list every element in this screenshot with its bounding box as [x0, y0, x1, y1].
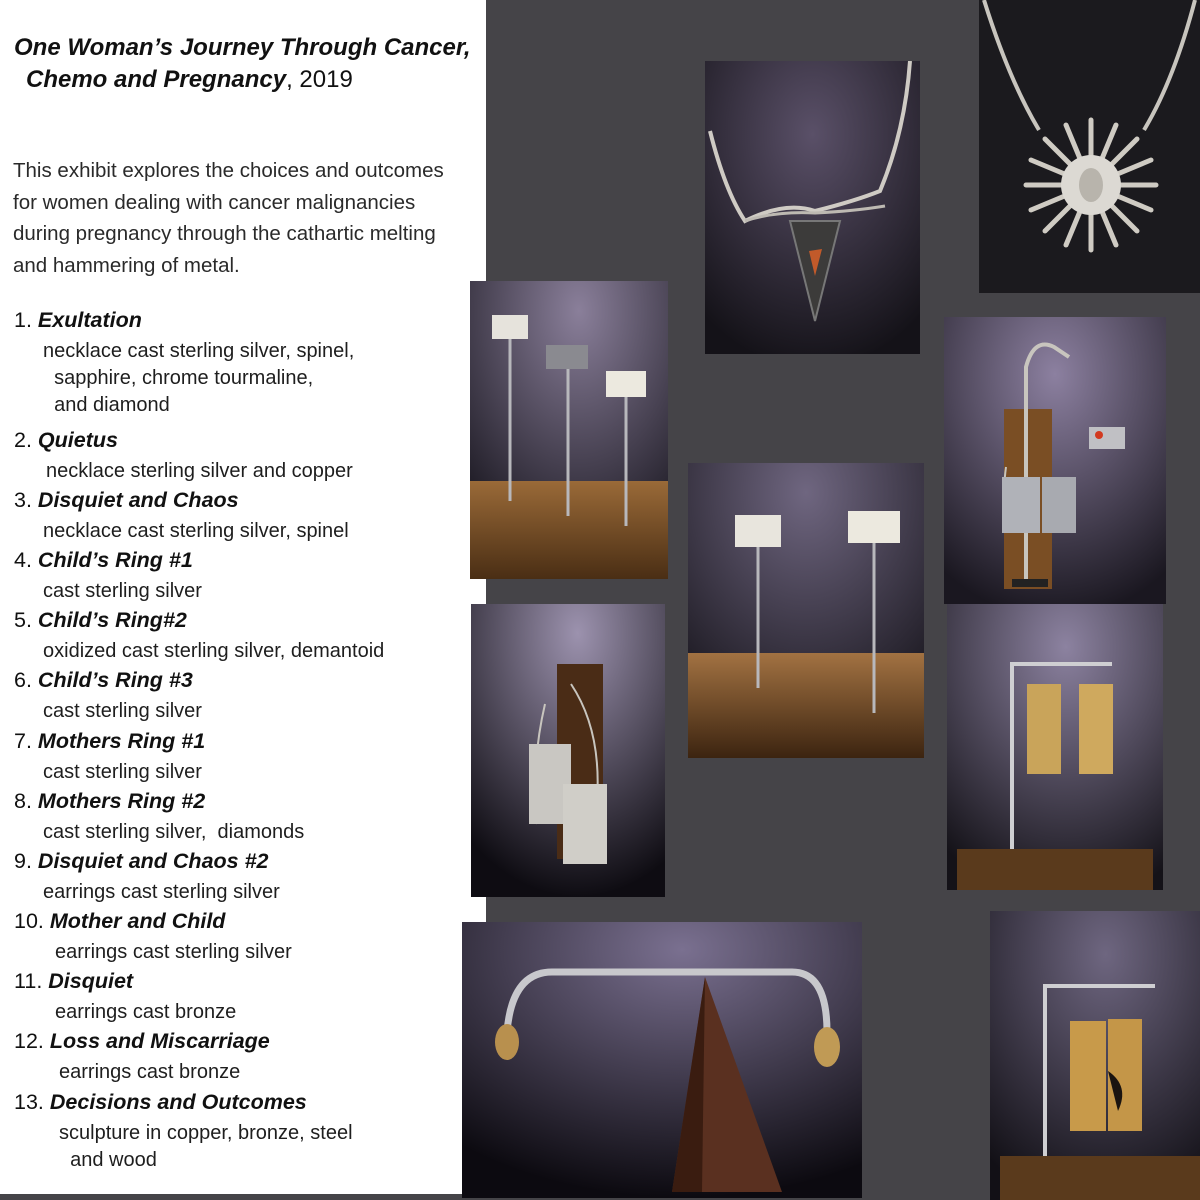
- item-description: sapphire, chrome tourmaline,: [43, 367, 314, 389]
- item-number: 10.: [14, 909, 44, 933]
- item-description: earrings cast sterling silver: [55, 941, 292, 963]
- item-description: cast sterling silver, diamonds: [43, 821, 305, 843]
- text-panel: [0, 0, 486, 1194]
- item-description: sculpture in copper, bronze, steel: [59, 1122, 353, 1144]
- title-line-1: One Woman’s Journey Through Cancer,: [14, 34, 471, 61]
- item-number: 13.: [14, 1090, 44, 1114]
- item-description: oxidized cast sterling silver, demantoid: [43, 640, 385, 662]
- photo-three-rings: [470, 281, 668, 579]
- title-year: , 2019: [286, 66, 353, 93]
- item-description: cast sterling silver: [43, 580, 202, 602]
- item-title: Mothers Ring #1: [37, 729, 206, 753]
- item-number: 4.: [14, 548, 32, 572]
- item-description: earrings cast bronze: [55, 1001, 237, 1023]
- item-description: earrings cast bronze: [59, 1061, 241, 1083]
- title-line-2: Chemo and Pregnancy: [26, 66, 287, 93]
- item-title: Decisions and Outcomes: [49, 1090, 307, 1114]
- list-item: [14, 606, 187, 634]
- item-description: and diamond: [43, 394, 170, 416]
- item-number: 1.: [14, 308, 32, 332]
- list-item: [14, 546, 193, 574]
- list-item: [14, 486, 239, 514]
- item-description: cast sterling silver: [43, 700, 202, 722]
- intro-paragraph: This exhibit explores the choices and outcomes for women dealing with cancer malignancies during pregnancy through the cathartic melting and hammering of metal.: [13, 159, 444, 277]
- photo-ring-sculpture: [944, 317, 1166, 604]
- item-description: necklace sterling silver and copper: [46, 460, 353, 482]
- photo-decisions-sculpture: [462, 922, 862, 1198]
- item-title: Mother and Child: [49, 909, 226, 933]
- list-item: [14, 787, 205, 815]
- item-description: earrings cast sterling silver: [43, 881, 280, 903]
- photo-silver-earrings: [471, 604, 665, 897]
- item-number: 11.: [14, 969, 43, 993]
- exhibit-title: [14, 32, 471, 96]
- list-item: [14, 1088, 307, 1116]
- item-title: Loss and Miscarriage: [49, 1029, 270, 1053]
- list-item: [14, 967, 133, 995]
- item-number: 12.: [14, 1029, 44, 1053]
- item-description: cast sterling silver: [43, 761, 202, 783]
- item-number: 7.: [14, 729, 32, 753]
- item-title: Child’s Ring #3: [37, 668, 193, 692]
- photo-two-rings: [688, 463, 924, 758]
- item-number: 2.: [14, 428, 32, 452]
- item-number: 8.: [14, 789, 32, 813]
- item-title: Child’s Ring#2: [37, 608, 187, 632]
- item-number: 6.: [14, 668, 32, 692]
- photo-quietus-necklace: [705, 61, 920, 354]
- item-title: Mothers Ring #2: [37, 789, 206, 813]
- item-description: necklace cast sterling silver, spinel: [43, 520, 349, 542]
- item-description: and wood: [59, 1149, 157, 1171]
- item-title: Child’s Ring #1: [37, 548, 193, 572]
- photo-loss-earrings: [990, 911, 1200, 1200]
- item-number: 3.: [14, 488, 32, 512]
- list-item: [14, 1027, 270, 1055]
- list-item: [14, 907, 225, 935]
- item-title: Disquiet and Chaos #2: [37, 849, 269, 873]
- item-title: Quietus: [37, 428, 118, 452]
- list-item: [14, 666, 193, 694]
- photo-exultation-necklace: [979, 0, 1200, 293]
- item-description: necklace cast sterling silver, spinel,: [43, 340, 355, 362]
- list-item: [14, 426, 118, 454]
- photo-bronze-earrings: [947, 604, 1163, 890]
- list-item: [14, 847, 269, 875]
- item-title: Disquiet: [48, 969, 134, 993]
- list-item: [14, 306, 142, 334]
- item-title: Disquiet and Chaos: [37, 488, 239, 512]
- item-number: 5.: [14, 608, 32, 632]
- item-title: Exultation: [37, 308, 142, 332]
- list-item: [14, 727, 205, 755]
- item-number: 9.: [14, 849, 32, 873]
